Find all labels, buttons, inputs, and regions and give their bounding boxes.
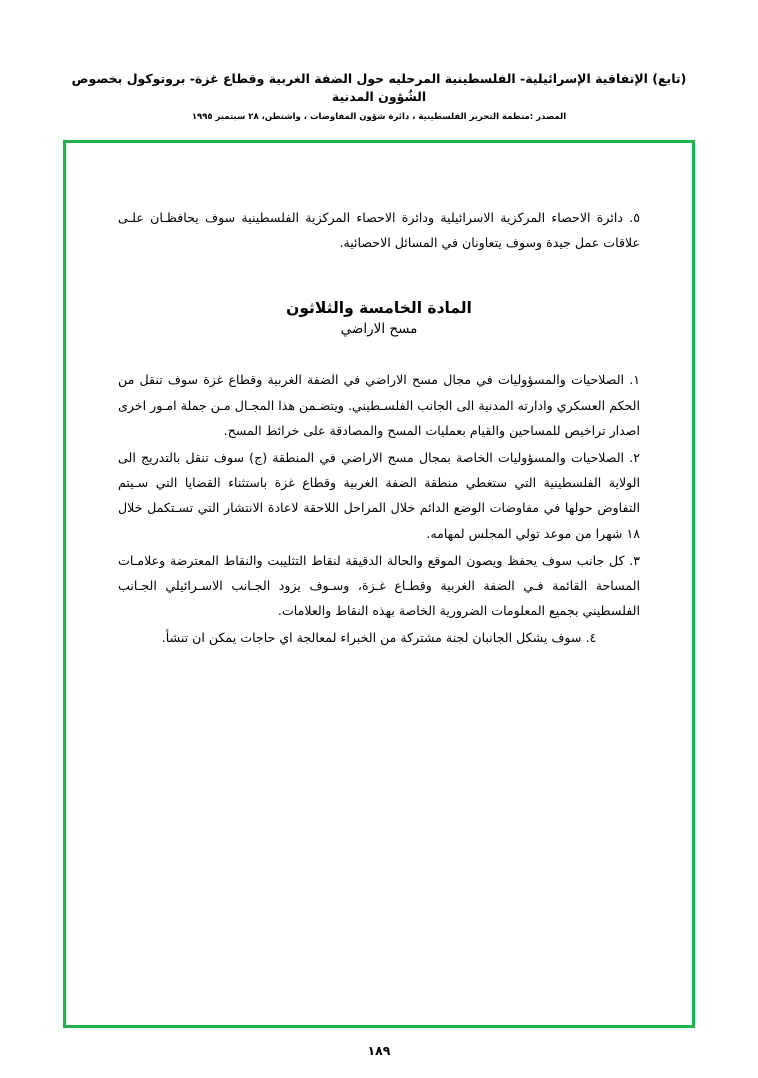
page-number: ١٨٩ — [367, 1043, 391, 1058]
page-header — [0, 70, 758, 122]
document-source: المصدر :منظمة التحرير الفلسطينية ، دائرة شؤون المفاوضات ، واشنطن، ٢٨ سبتمبر ١٩٩٥ — [191, 112, 567, 122]
list-item: ٣. كل جانب سوف يحفظ ويصون الموقع والحالة الدقيقة لنقاط التثليبت والنقاط المعترضة وعلامـات المساحة القائمة فـي الضفة الغربية وقطـاع غـزة، وسـوف يزود الجـانب الاسـرائيلي الجـانب الفلسطيني بجميع المعلومات الضرورية الخاصة بهذه النقاط والعلامات. — [118, 552, 640, 619]
list-item: ٤. سوف يشكل الجانبان لجنة مشتركة من الخبراء لمعالجة اي حاجات يمكن ان تنشأ. — [161, 630, 597, 646]
list-item: ١. الصلاحيات والمسؤوليات في مجال مسح الاراضي في الضفة الغربية وقطاع غزة سوف تنقل من الحكم العسكري وادارته المدنية الى الجانب الفلسـطيني. ويتضـمن هذا المجـال مـن جملة امـور اخرى اصدار تراخيص للمساحين والقيام بعمليات المسح والمصادقة على خرائط المسح. — [118, 372, 640, 438]
article-title: المادة الخامسة والثلاثون — [286, 299, 472, 318]
document-body — [118, 205, 640, 652]
clause-5: ٥. دائرة الاحصاء المركزية الاسرائيلية ودائرة الاحصاء المركزية الفلسطينية سوف يحافظـان علـى علاقات عمل جيدة وسوف يتعاونان في المسائل الاحصائية. — [118, 210, 640, 251]
article-clause-list — [118, 367, 640, 650]
document-title: (تابع) الإتفاقية الإسرائيلية- الفلسطينية المرحليه حول الضفة الغربية وقطاع غزة- بروتوكول بخصوص الشُؤون المدنية — [71, 71, 687, 104]
content-frame — [63, 140, 695, 1028]
article-subtitle: مسح الاراضي — [340, 321, 418, 338]
list-item: ٢. الصلاحيات والمسؤوليات الخاصة بمجال مسح الاراضي في المنطقة (ج) سوف تنقل بالتدريج الى الولاية الفلسطينية التي ستغطي منطقة الضفة الغربية وقطاع غزة باستثناء القضايا التي سـيتم التفاوض حولها في مفاوضات الوضع الدائم خلال المراحل اللاحقة لاعادة الانتشار التي تسـتكمل خلال ١٨ شهرا من موعد تولي المجلس لمهامه. — [118, 449, 640, 541]
